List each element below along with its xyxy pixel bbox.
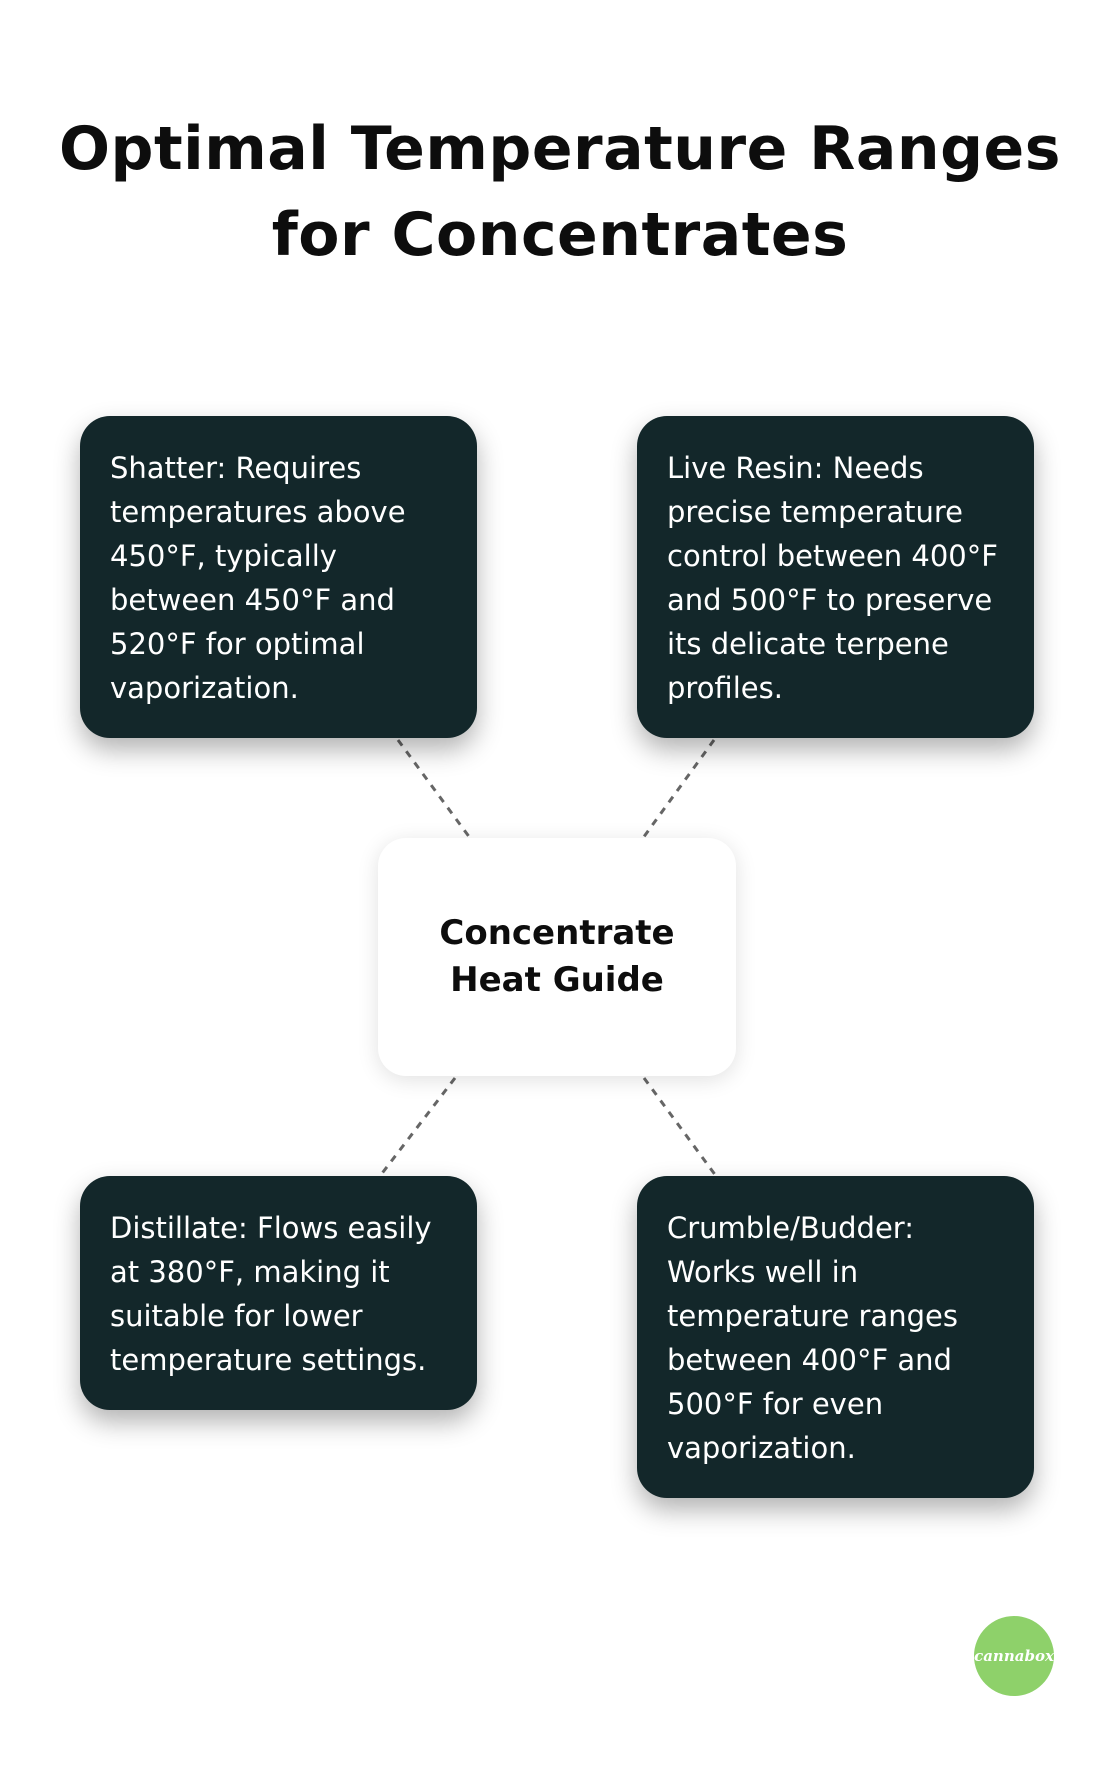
logo-text: cannabox [974,1647,1054,1665]
connector-crumble [644,1078,716,1176]
card-live-resin [637,416,1034,738]
page-title-line-1: Optimal Temperature Ranges [59,114,1061,184]
connector-distillate [380,1078,455,1176]
center-node [378,838,736,1076]
cannabox-logo [974,1616,1054,1696]
card-shatter [80,416,477,738]
center-node-label [439,910,674,1004]
connector-live-resin [643,740,714,838]
page-title-line-2: for Concentrates [271,200,849,270]
center-node-line-2: Heat Guide [450,960,664,1000]
card-crumble-budder-text: Crumble/Budder: Works well in temperature ranges between 400°F and 500°F for even vaporization. [667,1211,958,1465]
connector-shatter [398,740,470,838]
card-shatter-text: Shatter: Requires temperatures above 450°F, typically between 450°F and 520°F for optimal vaporization. [110,451,406,705]
card-distillate-text: Distillate: Flows easily at 380°F, making it suitable for lower temperature settings. [110,1211,432,1377]
card-crumble-budder [637,1176,1034,1498]
center-node-line-1: Concentrate [439,913,675,953]
card-live-resin-text: Live Resin: Needs precise temperature control between 400°F and 500°F to preserve its delicate terpene profiles. [667,451,998,705]
card-distillate [80,1176,477,1410]
